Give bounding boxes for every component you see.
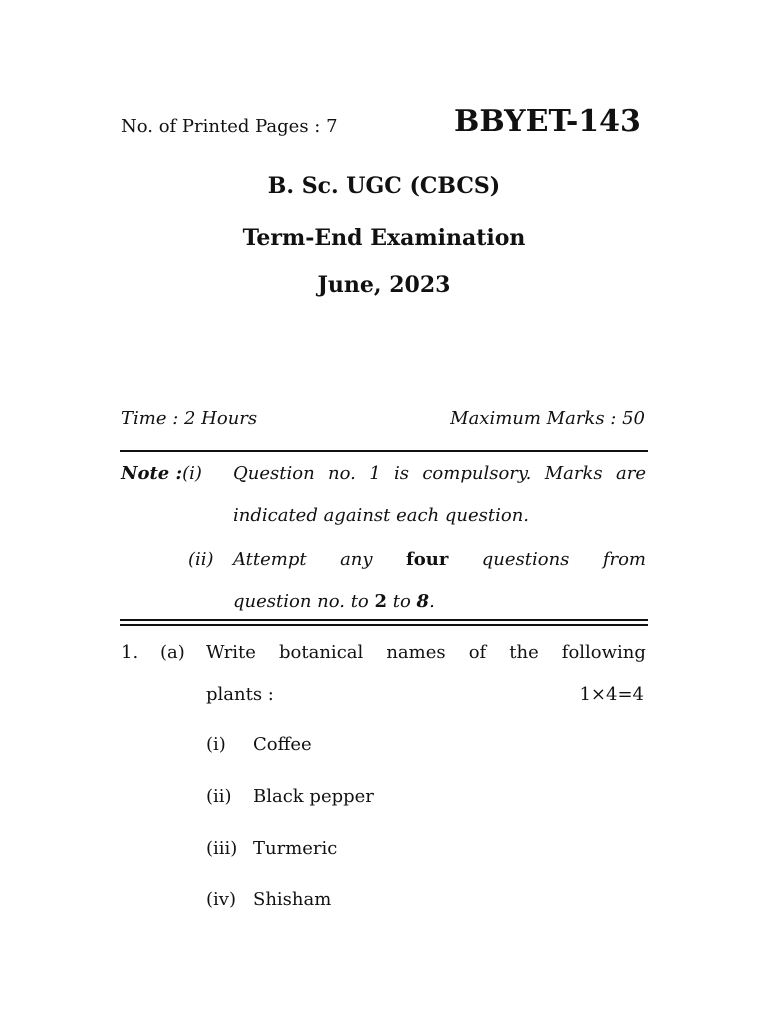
- question-marks: 1×4=4: [579, 684, 644, 705]
- list-item-number: (iv): [206, 889, 236, 910]
- note-text: to: [387, 591, 417, 612]
- exam-session: June, 2023: [317, 272, 451, 298]
- programme-title: B. Sc. UGC (CBCS): [267, 173, 501, 199]
- note-word: from: [602, 549, 646, 570]
- list-item-number: (ii): [206, 786, 232, 807]
- exam-title: Term-End Examination: [242, 225, 526, 251]
- note-text: .: [429, 591, 435, 612]
- question-word: botanical: [279, 642, 364, 663]
- note-word: questions: [481, 549, 570, 570]
- list-item: Black pepper: [253, 786, 374, 807]
- divider-double-top: [120, 619, 648, 621]
- note-item1-line2: indicated against each question.: [233, 505, 530, 526]
- note-word: Question: [233, 463, 315, 484]
- note-label-text: Note :: [121, 463, 183, 484]
- note-word: any: [340, 549, 373, 570]
- list-item-number: (i): [206, 734, 226, 755]
- question-word: Write: [206, 642, 256, 663]
- maximum-marks: Maximum Marks : 50: [450, 408, 645, 429]
- list-item: Coffee: [253, 734, 312, 755]
- question-part: (a): [160, 642, 185, 663]
- note-item1-number: (i): [182, 463, 202, 484]
- list-item: Turmeric: [253, 838, 338, 859]
- printed-pages: No. of Printed Pages : 7: [121, 116, 338, 137]
- note-word-emphasis: four: [405, 549, 449, 570]
- note-word: compulsory.: [422, 463, 532, 484]
- note-text: question no. to: [233, 591, 375, 612]
- list-item-number: (iii): [206, 838, 238, 859]
- time-allowed: Time : 2 Hours: [121, 408, 258, 429]
- note-word: Attempt: [233, 549, 307, 570]
- note-label: [121, 463, 202, 484]
- divider-top: [120, 450, 648, 452]
- note-item2-number: (ii): [188, 549, 214, 570]
- list-item: Shisham: [253, 889, 332, 910]
- question-word: names: [386, 642, 446, 663]
- note-number-emphasis: 2: [374, 591, 388, 612]
- question-word: following: [561, 642, 646, 663]
- note-item2-line1: [233, 549, 646, 570]
- question-text-line1: [206, 642, 646, 663]
- note-number-emphasis: 8: [416, 591, 430, 612]
- question-word: of: [468, 642, 487, 663]
- note-word: Marks: [544, 463, 603, 484]
- note-item2-line2: [233, 591, 435, 612]
- note-word: no.: [328, 463, 356, 484]
- course-code: BBYET-143: [454, 104, 641, 139]
- note-word: 1: [369, 463, 381, 484]
- question-text-line2: plants :: [206, 684, 274, 705]
- question-number: 1.: [121, 642, 139, 663]
- note-item1-line1: [233, 463, 646, 484]
- divider-double-bottom: [120, 624, 648, 626]
- note-word: is: [394, 463, 409, 484]
- question-word: the: [509, 642, 539, 663]
- note-word: are: [616, 463, 646, 484]
